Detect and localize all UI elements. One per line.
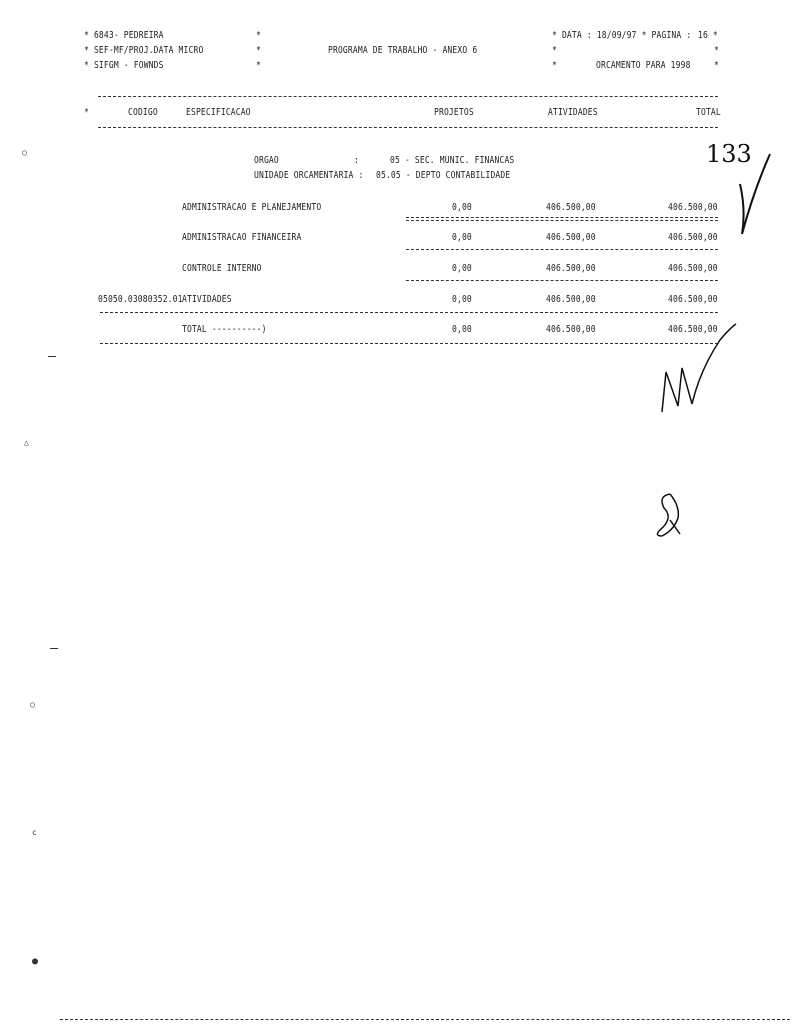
row-divider <box>406 280 718 281</box>
orgao-colon: : <box>354 155 359 166</box>
column-header-rule-bottom <box>98 127 718 128</box>
orgao-label: ORGAO <box>254 155 279 166</box>
total-rule-bottom <box>100 343 718 344</box>
unidade-value: 05.05 - DEPTO CONTABILIDADE <box>376 170 511 181</box>
header-sep-star: * <box>256 45 261 56</box>
signature-mark-icon <box>650 488 690 540</box>
row-projetos: 0,00 <box>452 232 472 243</box>
row-divider <box>406 220 718 221</box>
header-sep-star: * <box>714 45 719 56</box>
report-title: PROGRAMA DE TRABALHO - ANEXO 6 <box>328 45 478 56</box>
row-atividades: 406.500,00 <box>546 294 596 305</box>
unidade-label: UNIDADE ORCAMENTARIA : <box>254 170 364 181</box>
row-projetos: 0,00 <box>452 202 472 213</box>
total-projetos: 0,00 <box>452 324 472 335</box>
header-sep-star: * <box>552 45 557 56</box>
column-header-total: TOTAL <box>696 107 721 118</box>
column-header-atividades: ATIVIDADES <box>548 107 598 118</box>
row-total: 406.500,00 <box>668 294 718 305</box>
row-divider <box>406 217 718 218</box>
row-total: 406.500,00 <box>668 202 718 213</box>
check-mark-icon <box>736 150 776 240</box>
scan-mark <box>48 356 56 357</box>
column-header-especificacao: ESPECIFICACAO <box>186 107 251 118</box>
budget-year-label: ORCAMENTO PARA 1998 <box>596 60 691 71</box>
row-projetos: 0,00 <box>452 294 472 305</box>
column-header-codigo: CODIGO <box>128 107 158 118</box>
total-label: TOTAL ----------) <box>182 324 267 335</box>
row-spec: ADMINISTRACAO FINANCEIRA <box>182 232 302 243</box>
total-value: 406.500,00 <box>668 324 718 335</box>
row-atividades: 406.500,00 <box>546 263 596 274</box>
date-page-label: * DATA : 18/09/97 * PAGINA : <box>552 30 692 41</box>
row-marker: * <box>84 107 89 118</box>
column-header-projetos: PROJETOS <box>434 107 474 118</box>
row-divider <box>406 249 718 250</box>
scan-mark <box>50 648 58 649</box>
orgao-value: 05 - SEC. MUNIC. FINANCAS <box>390 155 515 166</box>
total-rule-top <box>100 312 718 313</box>
scan-speck: ○ <box>22 148 27 157</box>
header-sep-star: * <box>256 30 261 41</box>
row-total: 406.500,00 <box>668 263 718 274</box>
header-system-line: * SIFGM - FOWNDS <box>84 60 164 71</box>
row-spec: ADMINISTRACAO E PLANEJAMENTO <box>182 202 322 213</box>
scan-speck: △ <box>24 438 29 447</box>
header-sep-star: * <box>714 60 719 71</box>
header-org-line: * 6843- PEDREIRA <box>84 30 164 41</box>
scan-bottom-edge <box>60 1019 790 1020</box>
row-code: 05050.03080352.01 <box>98 294 183 305</box>
column-header-rule-top <box>98 96 718 97</box>
scan-speck: c <box>32 828 37 837</box>
row-projetos: 0,00 <box>452 263 472 274</box>
handwritten-page-stamp: 133 <box>706 140 752 168</box>
row-total: 406.500,00 <box>668 232 718 243</box>
scan-speck: ○ <box>30 700 35 709</box>
row-spec: ATIVIDADES <box>182 294 232 305</box>
page-number: 16 * <box>698 30 718 41</box>
scan-speck: ● <box>32 956 39 967</box>
row-atividades: 406.500,00 <box>546 202 596 213</box>
header-dept-line: * SEF-MF/PROJ.DATA MICRO <box>84 45 204 56</box>
row-spec: CONTROLE INTERNO <box>182 263 262 274</box>
header-sep-star: * <box>256 60 261 71</box>
row-atividades: 406.500,00 <box>546 232 596 243</box>
header-sep-star: * <box>552 60 557 71</box>
signature-initials-icon <box>660 320 740 420</box>
total-atividades: 406.500,00 <box>546 324 596 335</box>
